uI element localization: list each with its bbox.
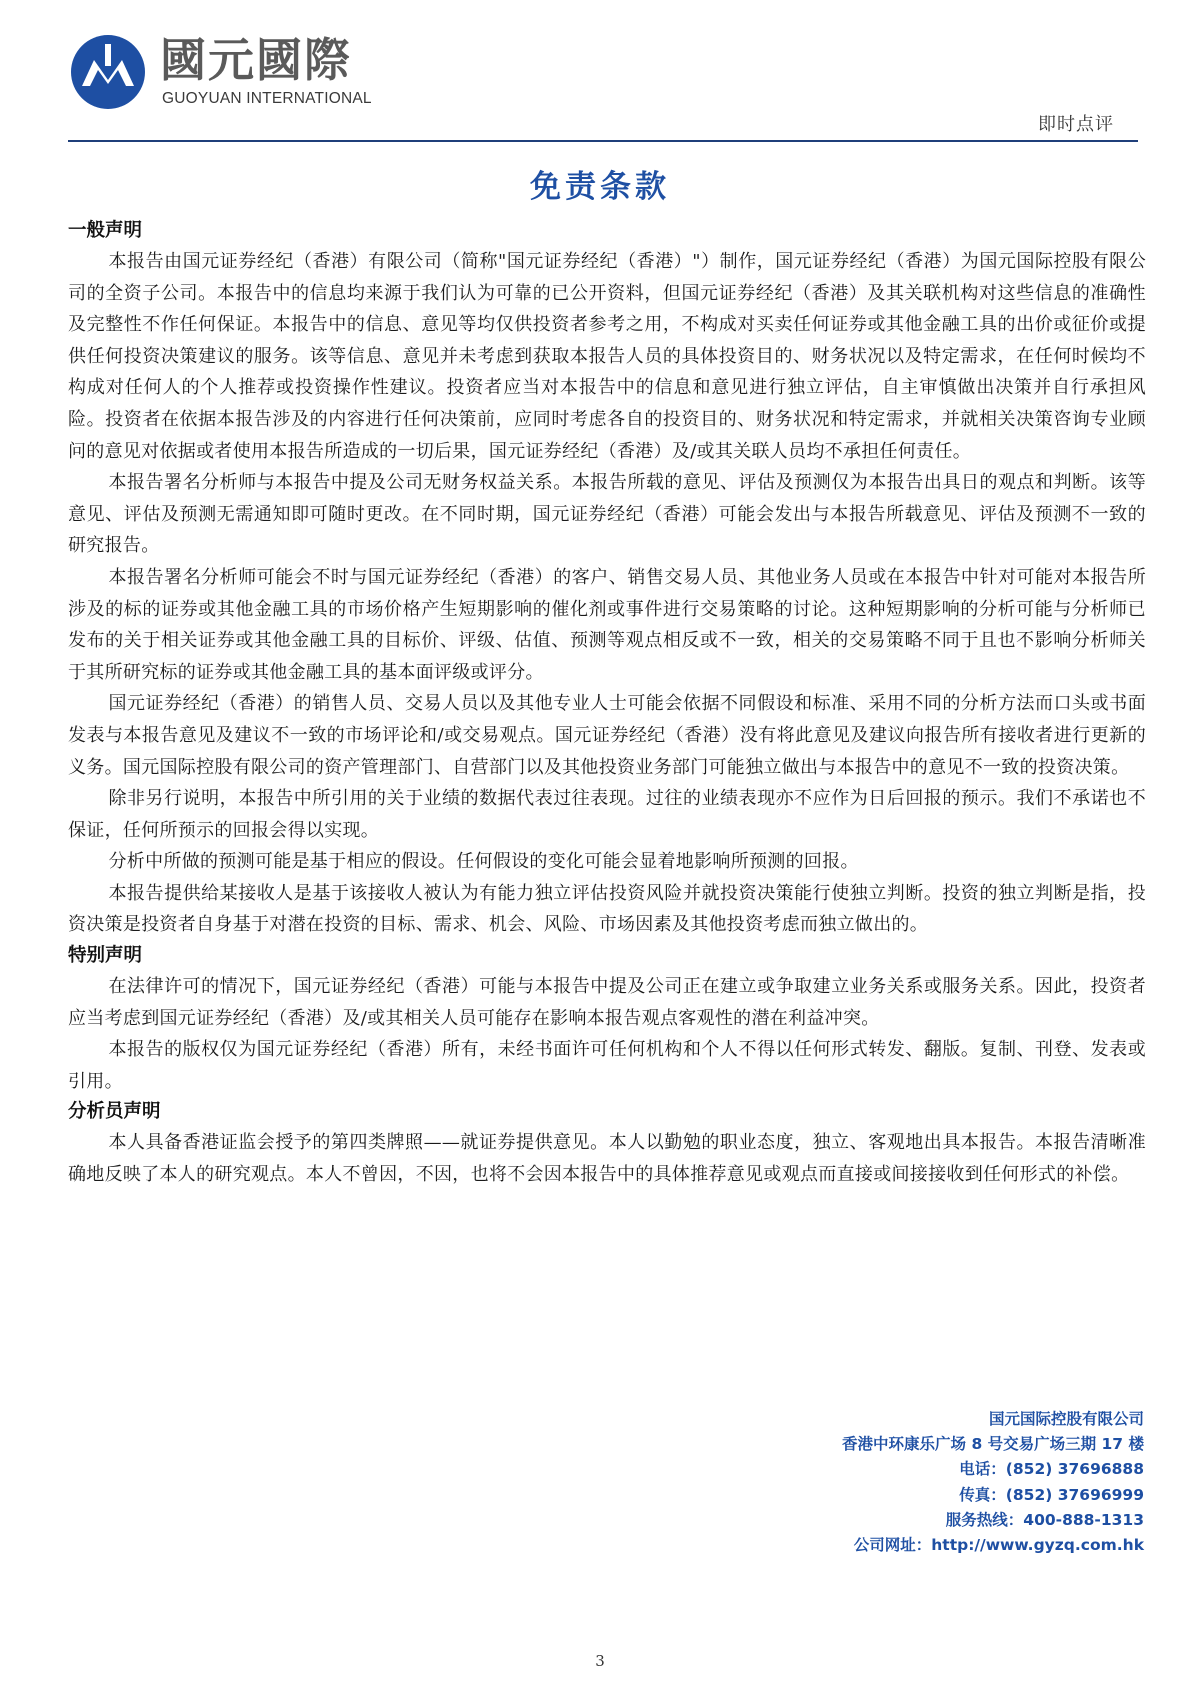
section-heading-analyst: 分析员声明 (68, 1101, 161, 1123)
paragraph: 分析中所做的预测可能是基于相应的假设。任何假设的变化可能会显着地影响所预测的回报。 (108, 851, 859, 873)
footer-company-name: 国元国际控股有限公司 (988, 1410, 1144, 1428)
paragraph: 本报告由国元证券经纪（香港）有限公司（简称"国元证券经纪（香港）"）制作，国元证券经纪（香港）为国元国际控股有限公司的全资子公司。本报告中的信息均来源于我们认为可靠的已公开资料，但国元证券经纪（香港）及其关联机构对这些信息的准确性及完整性不作任何保证。本报告中的信息、意见等均仅供投资者参考之用，不构成对买卖任何证券或其他金融工具的出价或征价或提供任何投资决策建议的服务。该等信息、意见并未考虑到获取本报告人员的具体投资目的、财务状况以及特定需求，在任何时候均不构成对任何人的个人推荐或投资操作性建议。投资者应当对本报告中的信息和意见进行独立评估，自主审慎做出决策并自行承担风险。投资者在依据本报告涉及的内容进行任何决策前，应同时考虑各自的投资目的、财务状况和特定需求，并就相关决策咨询专业顾问的意见对依据或者使用本报告所造成的一切后果，国元证券经纪（香港）及/或其关联人员均不承担任何责任。 (68, 251, 1146, 462)
company-contact-block (842, 1407, 1144, 1558)
paragraph: 在法律许可的情况下，国元证券经纪（香港）可能与本报告中提及公司正在建立或争取建立业务关系或服务关系。因此，投资者应当考虑到国元证券经纪（香港）及/或其相关人员可能存在影响本报告观点客观性的潜在利益冲突。 (68, 976, 1146, 1029)
paragraph: 本人具备香港证监会授予的第四类牌照——就证券提供意见。本人以勤勉的职业态度，独立、客观地出具本报告。本报告清晰准确地反映了本人的研究观点。本人不曾因，不因，也将不会因本报告中的具体推荐意见或观点而直接或间接接收到任何形式的补偿。 (68, 1132, 1146, 1186)
footer-website[interactable]: 公司网址：http://www.gyzq.com.hk (853, 1536, 1144, 1555)
disclaimer-body (68, 216, 1146, 1191)
paragraph: 本报告提供给某接收人是基于该接收人被认为有能力独立评估投资风险并就投资决策能行使独立判断。投资的独立判断是指，投资决策是投资者自身基于对潜在投资的目标、需求、机会、风险、市场因素及其他投资考虑而独立做出的。 (68, 882, 1146, 936)
header-divider (68, 140, 1138, 142)
footer-hotline: 服务热线：400-888-1313 (945, 1510, 1144, 1529)
guoyuan-logo-icon (68, 32, 148, 112)
section-heading-special: 特别声明 (68, 945, 143, 967)
paragraph: 本报告署名分析师与本报告中提及公司无财务权益关系。本报告所载的意见、评估及预测仅为本报告出具日的观点和判断。该等意见、评估及预测无需通知即可随时更改。在不同时期，国元证券经纪（香港）可能会发出与本报告所载意见、评估及预测不一致的研究报告。 (68, 472, 1146, 557)
footer-address: 香港中环康乐广场 8 号交易广场三期 17 楼 (842, 1435, 1144, 1454)
document-type-label: 即时点评 (1038, 114, 1114, 135)
paragraph: 本报告署名分析师可能会不时与国元证券经纪（香港）的客户、销售交易人员、其他业务人员或在本报告中针对可能对本报告所涉及的标的证券或其他金融工具的市场价格产生短期影响的催化剂或事件进行交易策略的讨论。这种短期影响的分析可能与分析师已发布的关于相关证券或其他金融工具的目标价、评级、估值、预测等观点相反或不一致，相关的交易策略不同于且也不影响分析师关于其所研究标的证券或其他金融工具的基本面评级或评分。 (68, 566, 1146, 683)
footer-phone: 电话：(852) 37696888 (959, 1460, 1144, 1479)
page-title: 免责条款 (530, 169, 670, 205)
paragraph: 本报告的版权仅为国元证券经纪（香港）所有，未经书面许可任何机构和个人不得以任何形式转发、翻版。复制、刊登、发表或引用。 (68, 1039, 1146, 1092)
footer-fax: 传真：(852) 37696999 (959, 1485, 1144, 1504)
company-logo (68, 30, 372, 110)
section-heading-general: 一般声明 (68, 220, 143, 241)
logo-chinese-name: 國元國際 (160, 33, 352, 87)
page-number: 3 (595, 1652, 605, 1670)
logo-english-name: GUOYUAN INTERNATIONAL (162, 90, 372, 107)
paragraph: 除非另行说明，本报告中所引用的关于业绩的数据代表过往表现。过往的业绩表现亦不应作为日后回报的预示。我们不承诺也不保证，任何所预示的回报会得以实现。 (68, 788, 1146, 841)
paragraph: 国元证券经纪（香港）的销售人员、交易人员以及其他专业人士可能会依据不同假设和标准、采用不同的分析方法而口头或书面发表与本报告意见及建议不一致的市场评论和/或交易观点。国元证券经纪（香港）没有将此意见及建议向报告所有接收者进行更新的义务。国元国际控股有限公司的资产管理部门、自营部门以及其他投资业务部门可能独立做出与本报告中的意见不一致的投资决策。 (68, 693, 1146, 778)
